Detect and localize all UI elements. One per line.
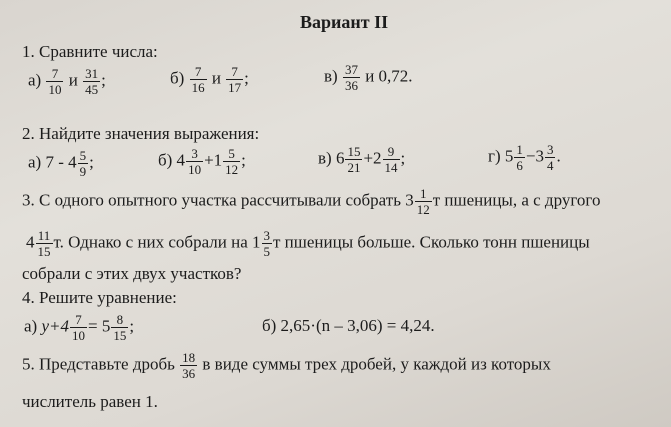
- task5-line1: 5. Представьте дробь $\frac{18}{36}$ в виде суммы трех дробей, у каждой из которых: [22, 350, 551, 381]
- fraction: $\frac{5}{12}$: [225, 146, 239, 177]
- fraction: $\frac{7}{17}$: [228, 64, 242, 95]
- fraction: $\frac{37}{36}$: [344, 62, 358, 93]
- task2-b: б) 4 $\frac{3}{10}$ +1 $\frac{5}{12}$ ;: [158, 146, 246, 177]
- fraction: $\frac{5}{9}$: [79, 148, 87, 179]
- task4-b: б) 2,65·(n – 3,06) = 4,24.: [262, 316, 435, 335]
- task3-line1: 3. С одного опытного участка рассчитывали собрать 3 $\frac{1}{12}$ т пшеницы, а с другого: [22, 186, 601, 217]
- fraction: $\frac{3}{4}$: [546, 142, 554, 173]
- task3-line3: собрали с этих двух участков?: [22, 264, 242, 283]
- task2-heading: 2. Найдите значения выражения:: [22, 124, 260, 143]
- fraction: $\frac{11}{15}$: [37, 228, 51, 259]
- fraction: $\frac{31}{45}$: [85, 66, 99, 97]
- fraction: $\frac{18}{36}$: [182, 350, 196, 381]
- fraction: $\frac{7}{10}$: [72, 312, 85, 343]
- word-and: и: [68, 70, 78, 90]
- task2-c: в) 6 $\frac{15}{21}$ +2 $\frac{9}{14}$ ;: [318, 144, 406, 175]
- task2-a: а) 7 - 4 $\frac{5}{9}$ ;: [28, 148, 94, 179]
- fraction: $\frac{7}{10}$: [48, 66, 62, 97]
- page-title: Вариант II: [300, 12, 389, 32]
- fraction: $\frac{1}{6}$: [516, 142, 523, 173]
- task2-d: г) 5 $\frac{1}{6}$ −3 $\frac{3}{4}$ .: [488, 142, 561, 173]
- task1-b: б) $\frac{7}{16}$ и $\frac{7}{17}$ ;: [170, 64, 249, 95]
- word-and: и: [211, 68, 221, 88]
- task1-a: а) $\frac{7}{10}$ и $\frac{31}{45}$ ;: [28, 66, 106, 97]
- fraction: $\frac{7}{16}$: [191, 64, 205, 95]
- task1-heading: 1. Сравните числа:: [22, 42, 158, 61]
- task1-c: [324, 62, 413, 93]
- task1-b-label: б): [170, 68, 185, 88]
- fraction: $\frac{8}{15}$: [113, 312, 127, 343]
- task1-c-label: в): [324, 66, 338, 86]
- fraction: $\frac{3}{10}$: [188, 146, 202, 177]
- task3-line2: 4 $\frac{11}{15}$ т. Однако с них собрали на 1 $\frac{3}{5}$ т пшеницы больше. Сколько тонн пшеницы: [26, 228, 590, 259]
- fraction: $\frac{9}{14}$: [384, 144, 398, 175]
- task1-c-rest: и 0,72.: [365, 66, 413, 86]
- fraction: $\frac{15}{21}$: [347, 144, 361, 175]
- task4-heading: 4. Решите уравнение:: [22, 288, 177, 307]
- fraction: $\frac{3}{5}$: [263, 228, 270, 259]
- task5-line2: числитель равен 1.: [22, 392, 158, 411]
- task4-a: а) y+4 $\frac{7}{10}$ = 5 $\frac{8}{15}$ ;: [24, 312, 135, 343]
- task1-a-label: а): [28, 70, 42, 90]
- fraction: $\frac{1}{12}$: [416, 186, 430, 217]
